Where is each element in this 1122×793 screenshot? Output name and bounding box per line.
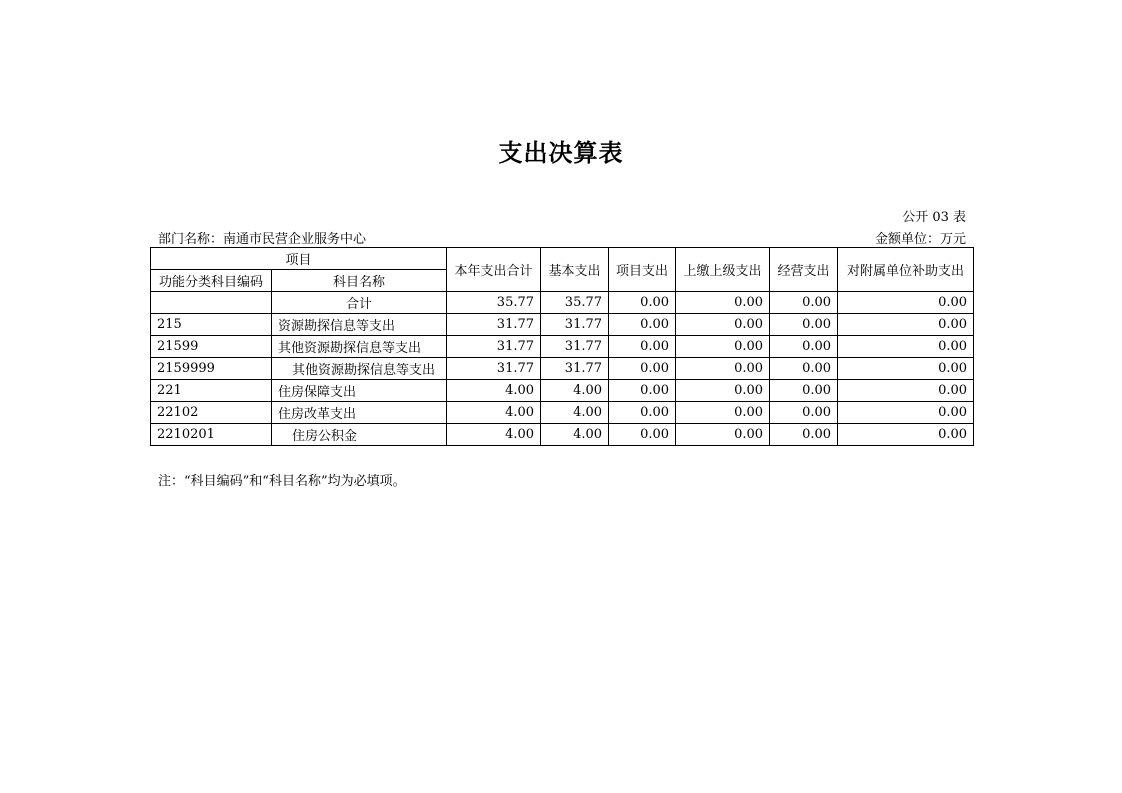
cell-business: 0.00: [770, 424, 838, 446]
table-row: [151, 358, 974, 380]
expenditure-table: [150, 247, 974, 446]
cell-code: 22102: [151, 402, 272, 424]
table-row: [151, 380, 974, 402]
table-row: [151, 402, 974, 424]
cell-name: 住房公积金: [272, 424, 447, 446]
cell-name: 其他资源勘探信息等支出: [272, 336, 447, 358]
table-row: [151, 314, 974, 336]
cell-business: 0.00: [770, 380, 838, 402]
cell-business: 0.00: [770, 336, 838, 358]
cell-subsidy: 0.00: [838, 314, 974, 336]
department-name: 部门名称：南通市民营企业服务中心: [158, 232, 367, 247]
table-row: [151, 292, 974, 314]
cell-business: 0.00: [770, 292, 838, 314]
amount-unit: 金额单位：万元: [874, 232, 966, 247]
table-row: [151, 336, 974, 358]
cell-total: 35.77: [447, 292, 541, 314]
cell-code: 2159999: [151, 358, 272, 380]
cell-total: 31.77: [447, 358, 541, 380]
cell-total: 4.00: [447, 380, 541, 402]
header-project-expenditure: 项目支出: [609, 248, 676, 292]
cell-project: 0.00: [609, 314, 676, 336]
cell-business: 0.00: [770, 314, 838, 336]
header-total: 本年支出合计: [447, 248, 541, 292]
cell-upper: 0.00: [676, 336, 770, 358]
cell-basic: 4.00: [541, 424, 609, 446]
table-row: [151, 424, 974, 446]
cell-basic: 4.00: [541, 402, 609, 424]
cell-code: 21599: [151, 336, 272, 358]
cell-subsidy: 0.00: [838, 292, 974, 314]
cell-name: 合计: [272, 292, 447, 314]
cell-total: 4.00: [447, 402, 541, 424]
cell-project: 0.00: [609, 380, 676, 402]
cell-basic: 31.77: [541, 358, 609, 380]
cell-name: 资源勘探信息等支出: [272, 314, 447, 336]
cell-project: 0.00: [609, 402, 676, 424]
cell-code: 215: [151, 314, 272, 336]
cell-upper: 0.00: [676, 380, 770, 402]
cell-subsidy: 0.00: [838, 424, 974, 446]
cell-total: 31.77: [447, 314, 541, 336]
cell-upper: 0.00: [676, 314, 770, 336]
cell-code: 2210201: [151, 424, 272, 446]
cell-total: 4.00: [447, 424, 541, 446]
cell-name: 其他资源勘探信息等支出: [272, 358, 447, 380]
cell-business: 0.00: [770, 358, 838, 380]
cell-project: 0.00: [609, 292, 676, 314]
cell-basic: 4.00: [541, 380, 609, 402]
header-business: 经营支出: [770, 248, 838, 292]
cell-project: 0.00: [609, 358, 676, 380]
header-code: 功能分类科目编码: [151, 270, 272, 292]
cell-basic: 31.77: [541, 314, 609, 336]
form-number: 公开 03 表: [902, 210, 966, 225]
footnote: 注：“科目编码”和“科目名称”均为必填项。: [158, 474, 406, 489]
cell-upper: 0.00: [676, 424, 770, 446]
cell-upper: 0.00: [676, 292, 770, 314]
cell-code: 221: [151, 380, 272, 402]
cell-business: 0.00: [770, 402, 838, 424]
cell-project: 0.00: [609, 424, 676, 446]
cell-basic: 35.77: [541, 292, 609, 314]
header-upper: 上缴上级支出: [676, 248, 770, 292]
cell-subsidy: 0.00: [838, 380, 974, 402]
header-name: 科目名称: [272, 270, 447, 292]
cell-code: [151, 292, 272, 314]
header-basic: 基本支出: [541, 248, 609, 292]
cell-name: 住房改革支出: [272, 402, 447, 424]
cell-upper: 0.00: [676, 402, 770, 424]
header-project: 项目: [151, 248, 447, 270]
cell-subsidy: 0.00: [838, 402, 974, 424]
cell-basic: 31.77: [541, 336, 609, 358]
cell-upper: 0.00: [676, 358, 770, 380]
cell-subsidy: 0.00: [838, 336, 974, 358]
cell-name: 住房保障支出: [272, 380, 447, 402]
page-title: 支出决算表: [498, 138, 624, 167]
header-subsidy: 对附属单位补助支出: [838, 248, 974, 292]
cell-total: 31.77: [447, 336, 541, 358]
cell-subsidy: 0.00: [838, 358, 974, 380]
cell-project: 0.00: [609, 336, 676, 358]
